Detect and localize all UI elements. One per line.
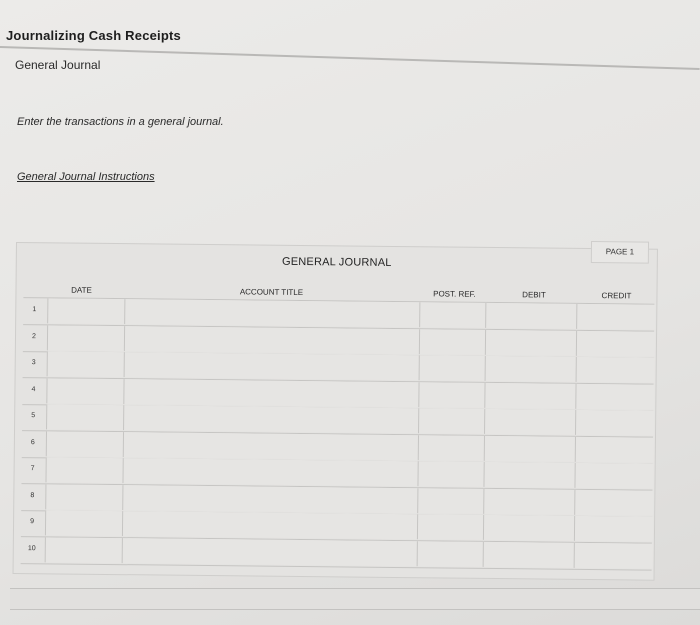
credit-cell[interactable] [575, 436, 654, 462]
column-header-credit: CREDIT [601, 291, 632, 301]
credit-cell[interactable] [575, 410, 654, 436]
debit-cell[interactable] [484, 435, 576, 461]
row-number: 5 [31, 412, 36, 420]
post-ref-cell[interactable] [418, 408, 485, 434]
debit-cell[interactable] [484, 409, 576, 435]
date-cell[interactable] [45, 457, 123, 483]
debit-cell[interactable] [485, 356, 577, 382]
date-cell[interactable] [47, 351, 125, 377]
title-divider [0, 46, 700, 70]
date-cell[interactable] [46, 378, 124, 404]
credit-cell[interactable] [574, 489, 653, 515]
row-number: 10 [27, 544, 36, 552]
row-number: 7 [30, 465, 35, 473]
date-cell[interactable] [45, 510, 123, 536]
row-number: 4 [31, 385, 36, 393]
debit-cell[interactable] [483, 488, 575, 514]
journal-grid [21, 297, 655, 571]
credit-cell[interactable] [576, 330, 655, 356]
debit-cell[interactable] [483, 541, 575, 567]
row-number: 1 [32, 306, 37, 314]
date-cell[interactable] [47, 325, 125, 351]
debit-cell[interactable] [485, 303, 577, 329]
column-header-debit: DEBIT [522, 290, 546, 300]
account-title-cell[interactable] [123, 379, 419, 407]
column-header-date: DATE [71, 285, 92, 295]
general-journal-form [13, 242, 656, 579]
account-title-cell[interactable] [124, 326, 420, 354]
debit-cell[interactable] [484, 382, 576, 408]
debit-cell[interactable] [483, 462, 575, 488]
date-cell[interactable] [47, 298, 125, 324]
post-ref-cell[interactable] [419, 329, 486, 355]
debit-cell[interactable] [483, 515, 575, 541]
credit-cell[interactable] [574, 516, 653, 542]
row-number: 9 [30, 518, 35, 526]
post-ref-cell[interactable] [418, 382, 485, 408]
account-title-cell[interactable] [123, 432, 419, 460]
row-number: 6 [30, 438, 35, 446]
post-ref-cell[interactable] [419, 302, 486, 328]
post-ref-cell[interactable] [417, 514, 484, 540]
general-journal-instructions-link[interactable]: General Journal Instructions [17, 171, 155, 183]
date-cell[interactable] [46, 404, 124, 430]
account-title-cell[interactable] [124, 352, 420, 380]
row-number: 2 [32, 332, 37, 340]
journal-sheet [13, 242, 658, 581]
row-number: 8 [30, 491, 35, 499]
post-ref-cell[interactable] [418, 435, 485, 461]
account-title-cell[interactable] [122, 538, 418, 566]
credit-cell[interactable] [576, 304, 655, 330]
section-subtitle: General Journal [15, 58, 101, 72]
credit-cell[interactable] [576, 357, 655, 383]
row-number: 3 [31, 359, 36, 367]
credit-cell[interactable] [575, 383, 654, 409]
column-header-account-title: ACCOUNT TITLE [239, 287, 304, 298]
account-title-cell[interactable] [122, 458, 418, 486]
page-number-label: PAGE 1 [591, 241, 649, 264]
post-ref-cell[interactable] [417, 461, 484, 487]
date-cell[interactable] [45, 537, 123, 563]
account-title-cell[interactable] [122, 511, 418, 539]
account-title-cell[interactable] [123, 405, 419, 433]
column-header-post-ref: POST. REF. [433, 289, 476, 299]
date-cell[interactable] [46, 431, 124, 457]
account-title-cell[interactable] [124, 299, 420, 327]
post-ref-cell[interactable] [417, 488, 484, 514]
credit-cell[interactable] [574, 463, 653, 489]
page-title: Journalizing Cash Receipts [6, 28, 181, 43]
debit-cell[interactable] [485, 329, 577, 355]
post-ref-cell[interactable] [419, 355, 486, 381]
journal-row [21, 537, 652, 571]
credit-cell[interactable] [574, 542, 653, 568]
account-title-cell[interactable] [122, 485, 418, 513]
date-cell[interactable] [45, 484, 123, 510]
journal-title: GENERAL JOURNAL [281, 255, 392, 269]
instruction-text: Enter the transactions in a general journal. [17, 116, 224, 128]
post-ref-cell[interactable] [417, 541, 484, 567]
bottom-panel [10, 588, 700, 610]
